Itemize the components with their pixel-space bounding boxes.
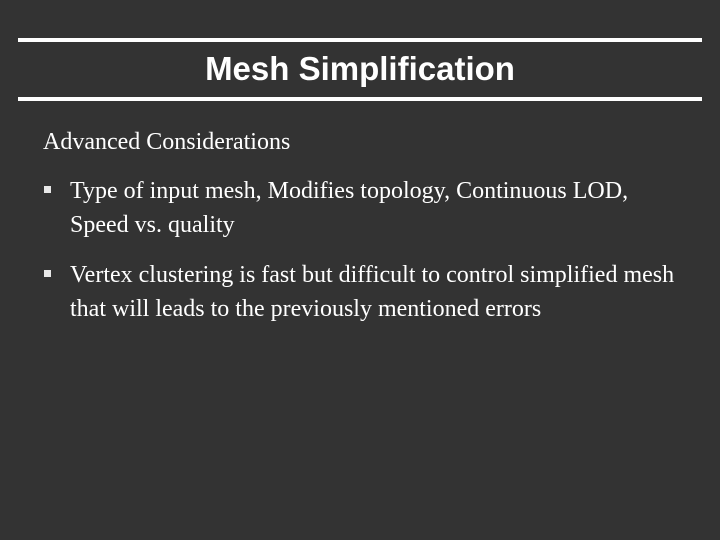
slide-subtitle: Advanced Considerations xyxy=(43,129,291,155)
bullet-item xyxy=(43,174,683,242)
square-bullet-icon xyxy=(44,270,51,277)
square-bullet-icon xyxy=(44,186,51,193)
bullet-list xyxy=(43,174,683,342)
bullet-item xyxy=(43,258,683,326)
bullet-text: Vertex clustering is fast but difficult to control simplified mesh that will leads to the previously mentioned errors xyxy=(70,262,675,322)
bullet-text: Type of input mesh, Modifies topology, Continuous LOD, Speed vs. quality xyxy=(70,178,629,238)
slide-title: Mesh Simplification xyxy=(205,50,515,87)
title-top-rule xyxy=(18,38,702,42)
title-bottom-rule xyxy=(18,97,702,101)
